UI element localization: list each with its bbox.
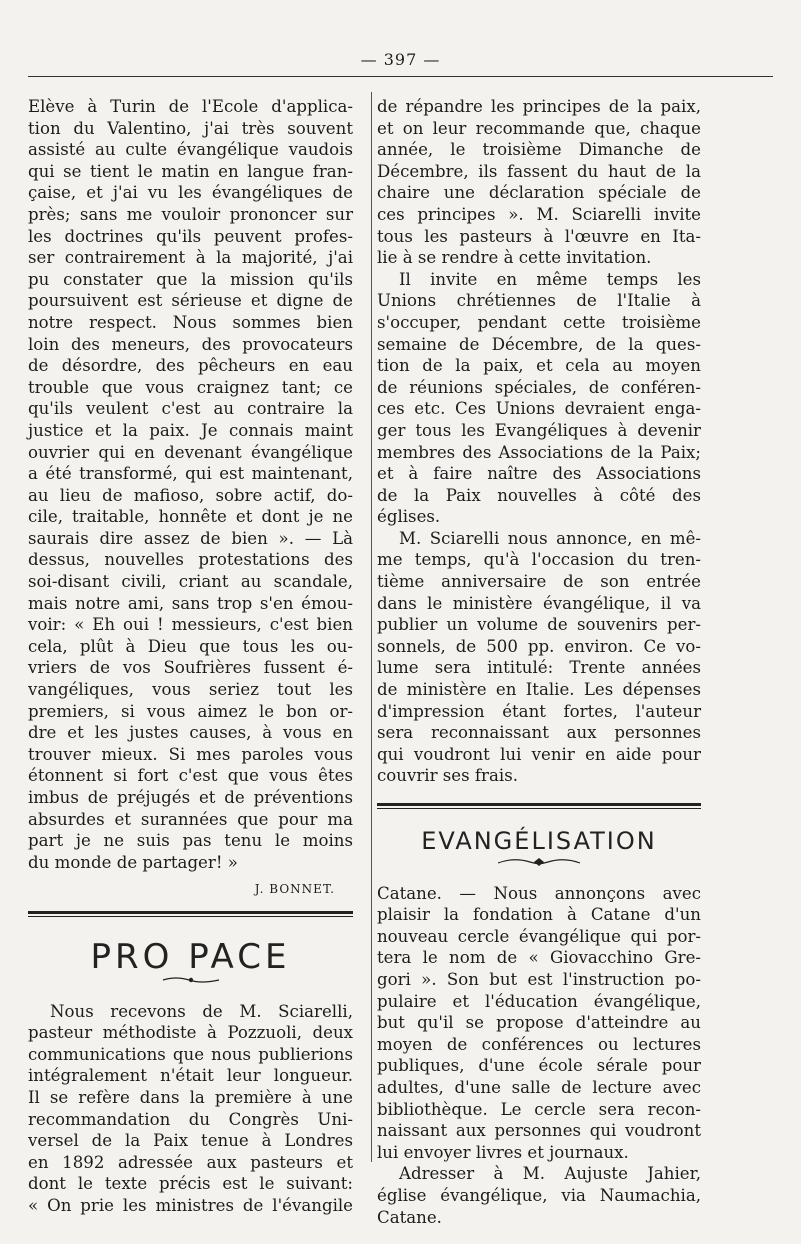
text-line: ser contrairement à la majorité, j'ai bbox=[28, 248, 353, 268]
text-line: trouble que vous craignez tant; ce bbox=[28, 377, 353, 397]
column-divider bbox=[371, 92, 372, 1162]
text-line: mais notre ami, sans trop s'en émou- bbox=[28, 593, 353, 613]
text-line: Adresser à M. Aujuste Jahier, bbox=[399, 1164, 701, 1184]
text-line: année, le troisième Dimanche de bbox=[377, 140, 701, 160]
text-line: naissant aux personnes qui voudront bbox=[377, 1121, 701, 1141]
text-line: églises. bbox=[377, 507, 441, 527]
text-line: vangéliques, vous seriez tout les bbox=[28, 680, 353, 700]
text-line: lume sera intitulé: Trente années bbox=[377, 658, 701, 678]
text-line: de ministère en Italie. Les dépenses bbox=[377, 680, 701, 700]
text-line: pulaire et l'éducation évangélique, bbox=[377, 991, 701, 1011]
header-rule bbox=[28, 76, 773, 77]
text-line: lie à se rendre à cette invitation. bbox=[377, 248, 652, 268]
text-line: adultes, d'une salle de lecture avec bbox=[377, 1077, 701, 1097]
text-line: Unions chrétiennes de l'Italie à bbox=[377, 291, 701, 311]
text-line: me temps, qu'à l'occasion du tren- bbox=[377, 550, 701, 570]
text-line: plaisir la fondation à Catane d'un bbox=[377, 905, 701, 925]
text-line: part je ne suis pas tenu le moins bbox=[28, 831, 353, 851]
text-line: chaire une déclaration spéciale de bbox=[377, 183, 701, 203]
text-line: sera reconnaissant aux personnes bbox=[377, 723, 701, 743]
section-title-pro-pace: PRO PACE bbox=[90, 936, 291, 977]
ornament-icon bbox=[377, 855, 701, 877]
text-line: notre respect. Nous sommes bien bbox=[28, 312, 353, 332]
text-line: soi-disant civili, criant au scandale, bbox=[28, 572, 353, 592]
text-line: et à faire naître des Associations bbox=[377, 464, 701, 484]
right-column bbox=[377, 96, 701, 1228]
text-line: tion de la paix, et cela au moyen bbox=[377, 356, 701, 376]
text-line: ces etc. Ces Unions devraient enga- bbox=[377, 399, 701, 419]
text-line: justice et la paix. Je connais maint bbox=[28, 420, 353, 440]
page-number: — 397 — bbox=[360, 50, 441, 69]
text-line: premiers, si vous aimez le bon or- bbox=[28, 701, 353, 721]
text-line: publier un volume de souvenirs per- bbox=[377, 615, 701, 635]
signature: J. BONNET. bbox=[254, 882, 335, 897]
pro-pace-continuation bbox=[377, 96, 701, 787]
text-line: Il invite en même temps les bbox=[399, 269, 701, 289]
text-line: ger tous les Evangéliques à devenir bbox=[377, 420, 701, 440]
text-line: semaine de Décembre, de la ques- bbox=[377, 334, 701, 354]
text-line: vriers de vos Soufrières fussent é- bbox=[28, 658, 353, 678]
text-line: Il se refère dans la première à une bbox=[28, 1087, 353, 1107]
text-line: Elève à Turin de l'Ecole d'applica- bbox=[28, 97, 353, 116]
text-line: couvrir ses frais. bbox=[377, 766, 518, 786]
text-line: qui se tient le matin en langue fran- bbox=[28, 161, 353, 181]
text-line: imbus de préjugés et de préventions bbox=[28, 788, 353, 807]
text-line: versel de la Paix tenue à Londres bbox=[28, 1131, 353, 1151]
text-line: d'impression étant fortes, l'auteur bbox=[377, 701, 701, 721]
text-line: lui envoyer livres et journaux. bbox=[377, 1142, 629, 1162]
text-line: ouvrier qui en devenant évangélique bbox=[28, 442, 353, 462]
text-line: communications que nous publierions bbox=[28, 1044, 353, 1064]
text-line: tous les pasteurs à l'œuvre en Ita- bbox=[377, 226, 701, 246]
text-line: de répandre les principes de la paix, bbox=[377, 97, 701, 116]
text-line: membres des Associations de la Paix; bbox=[377, 442, 701, 462]
text-line: M. Sciarelli nous annonce, en mê- bbox=[399, 528, 701, 548]
left-column bbox=[28, 96, 353, 1217]
text-line: du monde de partager! » bbox=[28, 852, 238, 872]
text-line: dessus, nouvelles protestations des bbox=[28, 550, 353, 570]
text-line: « On prie les ministres de l'évangile bbox=[28, 1195, 353, 1215]
text-line: dont le texte précis est le suivant: bbox=[28, 1174, 353, 1194]
text-line: publiques, d'une école sérale pour bbox=[377, 1056, 701, 1076]
text-line: qu'ils veulent c'est au contraire la bbox=[28, 399, 353, 419]
text-line: Catane. bbox=[377, 1207, 442, 1227]
text-line: recommandation du Congrès Uni- bbox=[28, 1109, 353, 1129]
section-divider bbox=[377, 803, 701, 809]
text-line: assisté au culte évangélique vaudois bbox=[28, 140, 353, 160]
text-line: nouveau cercle évangélique qui por- bbox=[377, 926, 701, 946]
text-line: trouver mieux. Si mes paroles vous bbox=[28, 744, 353, 764]
text-line: Catane. — Nous annonçons avec bbox=[377, 883, 701, 903]
text-line: de la Paix nouvelles à côté des bbox=[377, 485, 701, 505]
text-line: gori ». Son but est l'instruction po- bbox=[377, 969, 701, 989]
text-line: de désordre, des pêcheurs en eau bbox=[28, 356, 353, 376]
letter-continuation bbox=[28, 96, 353, 873]
text-line: cela, plût à Dieu que tous les ou- bbox=[28, 636, 353, 656]
text-line: moyen de conférences ou lectures bbox=[377, 1034, 701, 1054]
text-line: en 1892 adressée aux pasteurs et bbox=[28, 1152, 353, 1172]
text-line: çaise, et j'ai vu les évangéliques de bbox=[28, 183, 353, 203]
text-line: de réunions spéciales, de conféren- bbox=[377, 377, 701, 397]
text-line: a été transformé, qui est maintenant, bbox=[28, 464, 353, 484]
evangelisation-article bbox=[377, 883, 701, 1229]
text-line: au lieu de mafioso, sobre actif, do- bbox=[28, 485, 353, 505]
text-line: tera le nom de « Giovacchino Gre- bbox=[377, 948, 701, 968]
text-line: Décembre, ils fassent du haut de la bbox=[377, 161, 701, 181]
text-line: près; sans me vouloir prononcer sur bbox=[28, 204, 353, 224]
pro-pace-article bbox=[28, 1001, 353, 1217]
text-line: intégralement n'était leur longueur. bbox=[28, 1066, 353, 1086]
text-line: voir: « Eh oui ! messieurs, c'est bien bbox=[28, 615, 353, 635]
text-line: saurais dire assez de bien ». — Là bbox=[28, 528, 353, 548]
text-line: cile, traitable, honnête et dont je ne bbox=[28, 507, 353, 527]
text-line: étonnent si fort c'est que vous êtes bbox=[28, 766, 353, 786]
text-line: ces principes ». M. Sciarelli invite bbox=[377, 204, 701, 224]
text-line: et on leur recommande que, chaque bbox=[377, 118, 701, 138]
section-divider bbox=[28, 911, 353, 917]
text-line: sonnels, de 500 pp. environ. Ce vo- bbox=[377, 636, 701, 656]
text-line: poursuivent est sérieuse et digne de bbox=[28, 291, 353, 311]
text-line: dre et les justes causes, à vous en bbox=[28, 723, 353, 743]
section-title-evangelisation: EVANGÉLISATION bbox=[421, 827, 657, 855]
text-line: qui voudront lui venir en aide pour bbox=[377, 744, 701, 764]
text-line: tième anniversaire de son entrée bbox=[377, 572, 701, 592]
text-line: les doctrines qu'ils peuvent profes- bbox=[28, 226, 353, 246]
text-line: Nous recevons de M. Sciarelli, bbox=[50, 1001, 353, 1021]
text-line: loin des meneurs, des provocateurs bbox=[28, 334, 353, 354]
text-line: s'occuper, pendant cette troisième bbox=[377, 312, 701, 332]
text-line: pu constater que la mission qu'ils bbox=[28, 269, 353, 289]
text-line: absurdes et surannées que pour ma bbox=[28, 809, 353, 829]
text-line: tion du Valentino, j'ai très souvent bbox=[28, 118, 353, 138]
text-line: église évangélique, via Naumachia, bbox=[377, 1185, 701, 1205]
text-line: but qu'il se propose d'atteindre au bbox=[377, 1013, 701, 1033]
text-line: bibliothèque. Le cercle sera recon- bbox=[377, 1099, 701, 1119]
text-line: pasteur méthodiste à Pozzuoli, deux bbox=[28, 1023, 353, 1043]
text-line: dans le ministère évangélique, il va bbox=[377, 593, 701, 613]
